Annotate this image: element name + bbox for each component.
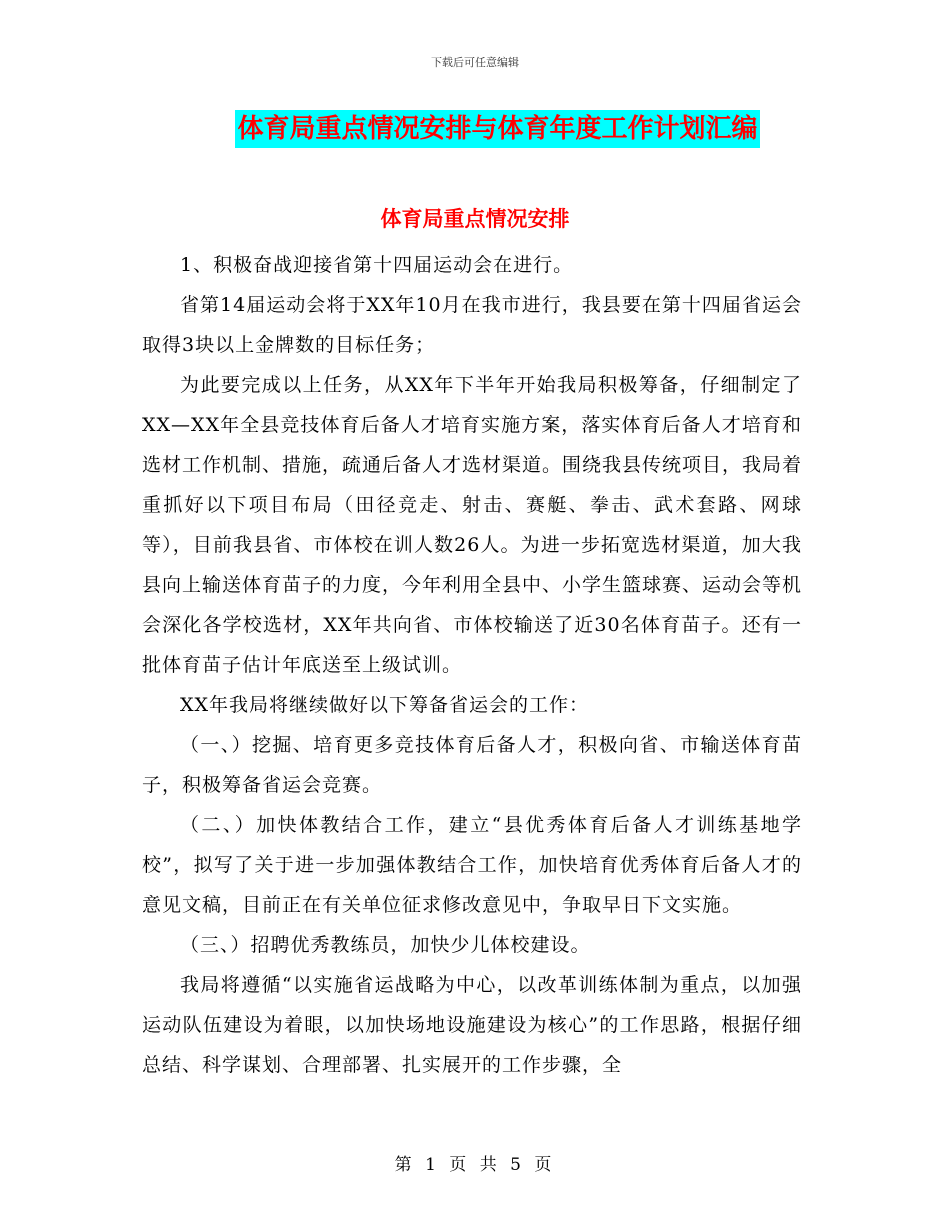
section-title: 体育局重点情况安排 xyxy=(380,207,570,231)
header-note: 下载后可任意编辑 xyxy=(431,56,519,69)
page-number-footer: 第 1 页 共 5 页 xyxy=(394,1155,556,1175)
document-body xyxy=(142,245,802,1085)
paragraph: 我局将遵循“以实施省运战略为中心，以改革训练体制为重点，以加强运动队伍建设为着眼，以加快场地设施建设为核心”的工作思路，根据仔细总结、科学谋划、合理部署、扎实展开的工作步骤，全 xyxy=(142,974,802,1076)
paragraph: （二、）加快体教结合工作，建立“县优秀体育后备人才训练基地学校”，拟写了关于进一步加强体教结合工作，加快培育优秀体育后备人才的意见文稿，目前正在有关单位征求修改意见中，争取早日下文实施。 xyxy=(142,814,802,916)
paragraph: 为此要完成以上任务，从XX年下半年开始我局积极筹备，仔细制定了XX—XX年全县竞技体育后备人才培育实施方案，落实体育后备人才培育和选材工作机制、措施，疏通后备人才选材渠道。围绕我县传统项目，我局着重抓好以下项目布局（田径竞走、射击、赛艇、拳击、武术套路、网球等），目前我县省、市体校在训人数26人。为进一步拓宽选材渠道，加大我县向上输送体育苗子的力度，今年利用全县中、小学生篮球赛、运动会等机会深化各学校选材，XX年共向省、市体校输送了近30名体育苗子。还有一批体育苗子估计年底送至上级试训。 xyxy=(142,374,803,676)
paragraph: 1、积极奋战迎接省第十四届运动会在进行。 xyxy=(180,254,574,276)
main-title-container xyxy=(0,110,950,148)
paragraph: （一、）挖掘、培育更多竞技体育后备人才，积极向省、市输送体育苗子，积极筹备省运会竞赛。 xyxy=(142,734,802,796)
main-title: 体育局重点情况安排与体育年度工作计划汇编 xyxy=(235,110,759,148)
paragraph: XX年我局将继续做好以下筹备省运会的工作： xyxy=(180,694,590,716)
paragraph: 省第14届运动会将于XX年10月在我市进行，我县要在第十四届省运会取得3块以上金牌数的目标任务； xyxy=(142,294,802,356)
paragraph: （三、）招聘优秀教练员，加快少儿体校建设。 xyxy=(180,934,591,956)
